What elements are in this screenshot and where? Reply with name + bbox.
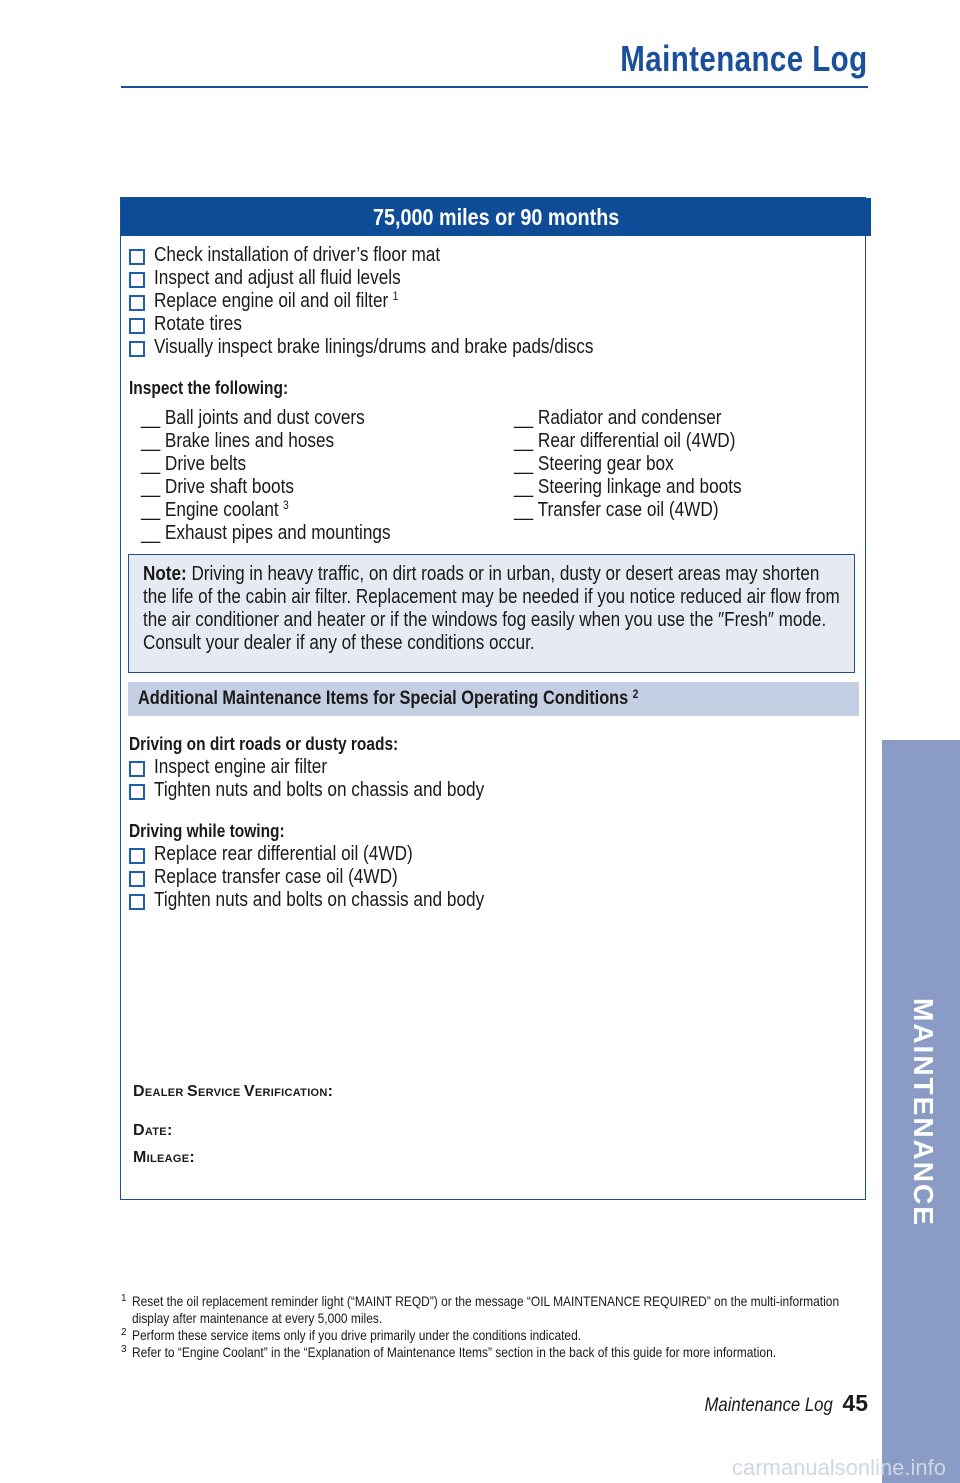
page-number: 45 bbox=[842, 1390, 868, 1416]
inspect-item: __ Brake lines and hoses bbox=[141, 430, 335, 452]
inspect-left-column bbox=[141, 407, 431, 545]
checkbox-icon[interactable] bbox=[129, 318, 145, 334]
checkbox-icon[interactable] bbox=[129, 871, 145, 887]
checkbox-icon[interactable] bbox=[129, 761, 145, 777]
inspect-item: __ Drive shaft boots bbox=[141, 476, 294, 498]
dealer-verification-label: DEALER SERVICE VERIFICATION: bbox=[133, 1083, 334, 1100]
footnote: 2 Perform these service items only if you drive primarily under the conditions indicated. bbox=[121, 1327, 582, 1343]
footnote-ref: 2 bbox=[632, 687, 639, 701]
inspect-item: __ Ball joints and dust covers bbox=[141, 407, 365, 429]
dirt-roads-heading: Driving on dirt roads or dusty roads: bbox=[129, 734, 399, 754]
checkbox-icon[interactable] bbox=[129, 848, 145, 864]
checklist-item[interactable]: Replace engine oil and oil filter $^1$ bbox=[129, 290, 665, 313]
checkbox-icon[interactable] bbox=[129, 272, 145, 288]
inspect-item: __ Engine coolant $^3$ bbox=[141, 498, 289, 521]
inspect-right-column bbox=[514, 407, 779, 522]
note-text: Driving in heavy traffic, on dirt roads or in urban, dusty or desert areas may shorten the life of the cabin air filter. Replacement may be needed if you notice reduced air flow from the air conditioner and heater or if the windows fog easily when you use the ″Fresh″ mode. Consult your dealer if any of these conditions occur. bbox=[143, 563, 840, 654]
mileage-label: MILEAGE: bbox=[133, 1149, 196, 1166]
towing-heading: Driving while towing: bbox=[129, 821, 285, 841]
checkbox-icon[interactable] bbox=[129, 249, 145, 265]
inspect-item: __ Drive belts bbox=[141, 453, 247, 475]
checklist-item[interactable]: Replace transfer case oil (4WD) bbox=[129, 866, 538, 889]
footnote-ref: 3 bbox=[283, 498, 289, 512]
checkbox-icon[interactable] bbox=[129, 341, 145, 357]
footnote-ref: 1 bbox=[392, 289, 399, 303]
side-tab-label: MAINTENANCE bbox=[908, 998, 939, 1227]
special-conditions-bar: Additional Maintenance Items for Special Operating Conditions $^2$ bbox=[128, 682, 859, 716]
checklist-item[interactable]: Replace rear differential oil (4WD) bbox=[129, 843, 538, 866]
checklist-item[interactable]: Rotate tires bbox=[129, 313, 665, 336]
footnote: 3 Refer to “Engine Coolant” in the “Explanation of Maintenance Items” section in the back of this guide for more information. bbox=[121, 1344, 777, 1360]
inspect-item: __ Radiator and condenser bbox=[514, 407, 722, 429]
watermark: carmanualsonline.info bbox=[731, 1455, 946, 1480]
inspect-item: __ Rear differential oil (4WD) bbox=[514, 430, 736, 452]
dirt-roads-list bbox=[129, 756, 538, 802]
footer-label: Maintenance Log bbox=[704, 1395, 833, 1416]
maintenance-box bbox=[120, 197, 866, 1200]
inspect-item: __ Transfer case oil (4WD) bbox=[514, 499, 719, 521]
footnote: 1 Reset the oil replacement reminder light (“MAINT REQD”) or the message “OIL MAINTENANCE REQUIRED” on the multi-information display after maintenance at every 5,000 miles. bbox=[121, 1293, 840, 1326]
inspect-item: __ Steering gear box bbox=[514, 453, 674, 475]
checklist-item[interactable]: Inspect engine air filter bbox=[129, 756, 538, 779]
checkbox-icon[interactable] bbox=[129, 295, 145, 311]
checkbox-icon[interactable] bbox=[129, 894, 145, 910]
note-box bbox=[128, 554, 855, 673]
inspect-item: __ Exhaust pipes and mountings bbox=[141, 522, 391, 544]
towing-list bbox=[129, 843, 538, 912]
checklist-item[interactable]: Check installation of driver’s floor mat bbox=[129, 244, 665, 267]
title-rule bbox=[121, 86, 868, 88]
inspect-item: __ Steering linkage and boots bbox=[514, 476, 742, 498]
checklist-item[interactable]: Visually inspect brake linings/drums and brake pads/discs bbox=[129, 336, 665, 359]
checklist-item[interactable]: Tighten nuts and bolts on chassis and body bbox=[129, 889, 538, 912]
checkbox-icon[interactable] bbox=[129, 784, 145, 800]
checklist bbox=[129, 244, 665, 359]
date-label: DATE: bbox=[133, 1122, 173, 1139]
inspect-heading: Inspect the following: bbox=[129, 378, 289, 398]
checklist-item[interactable]: Tighten nuts and bolts on chassis and body bbox=[129, 779, 538, 802]
footnotes bbox=[121, 1293, 866, 1361]
page-title: Maintenance Log bbox=[620, 38, 868, 79]
page-footer bbox=[687, 1390, 868, 1417]
note-label: Note: bbox=[143, 563, 187, 585]
section-header: 75,000 miles or 90 months bbox=[121, 198, 871, 236]
checklist-item[interactable]: Inspect and adjust all fluid levels bbox=[129, 267, 665, 290]
